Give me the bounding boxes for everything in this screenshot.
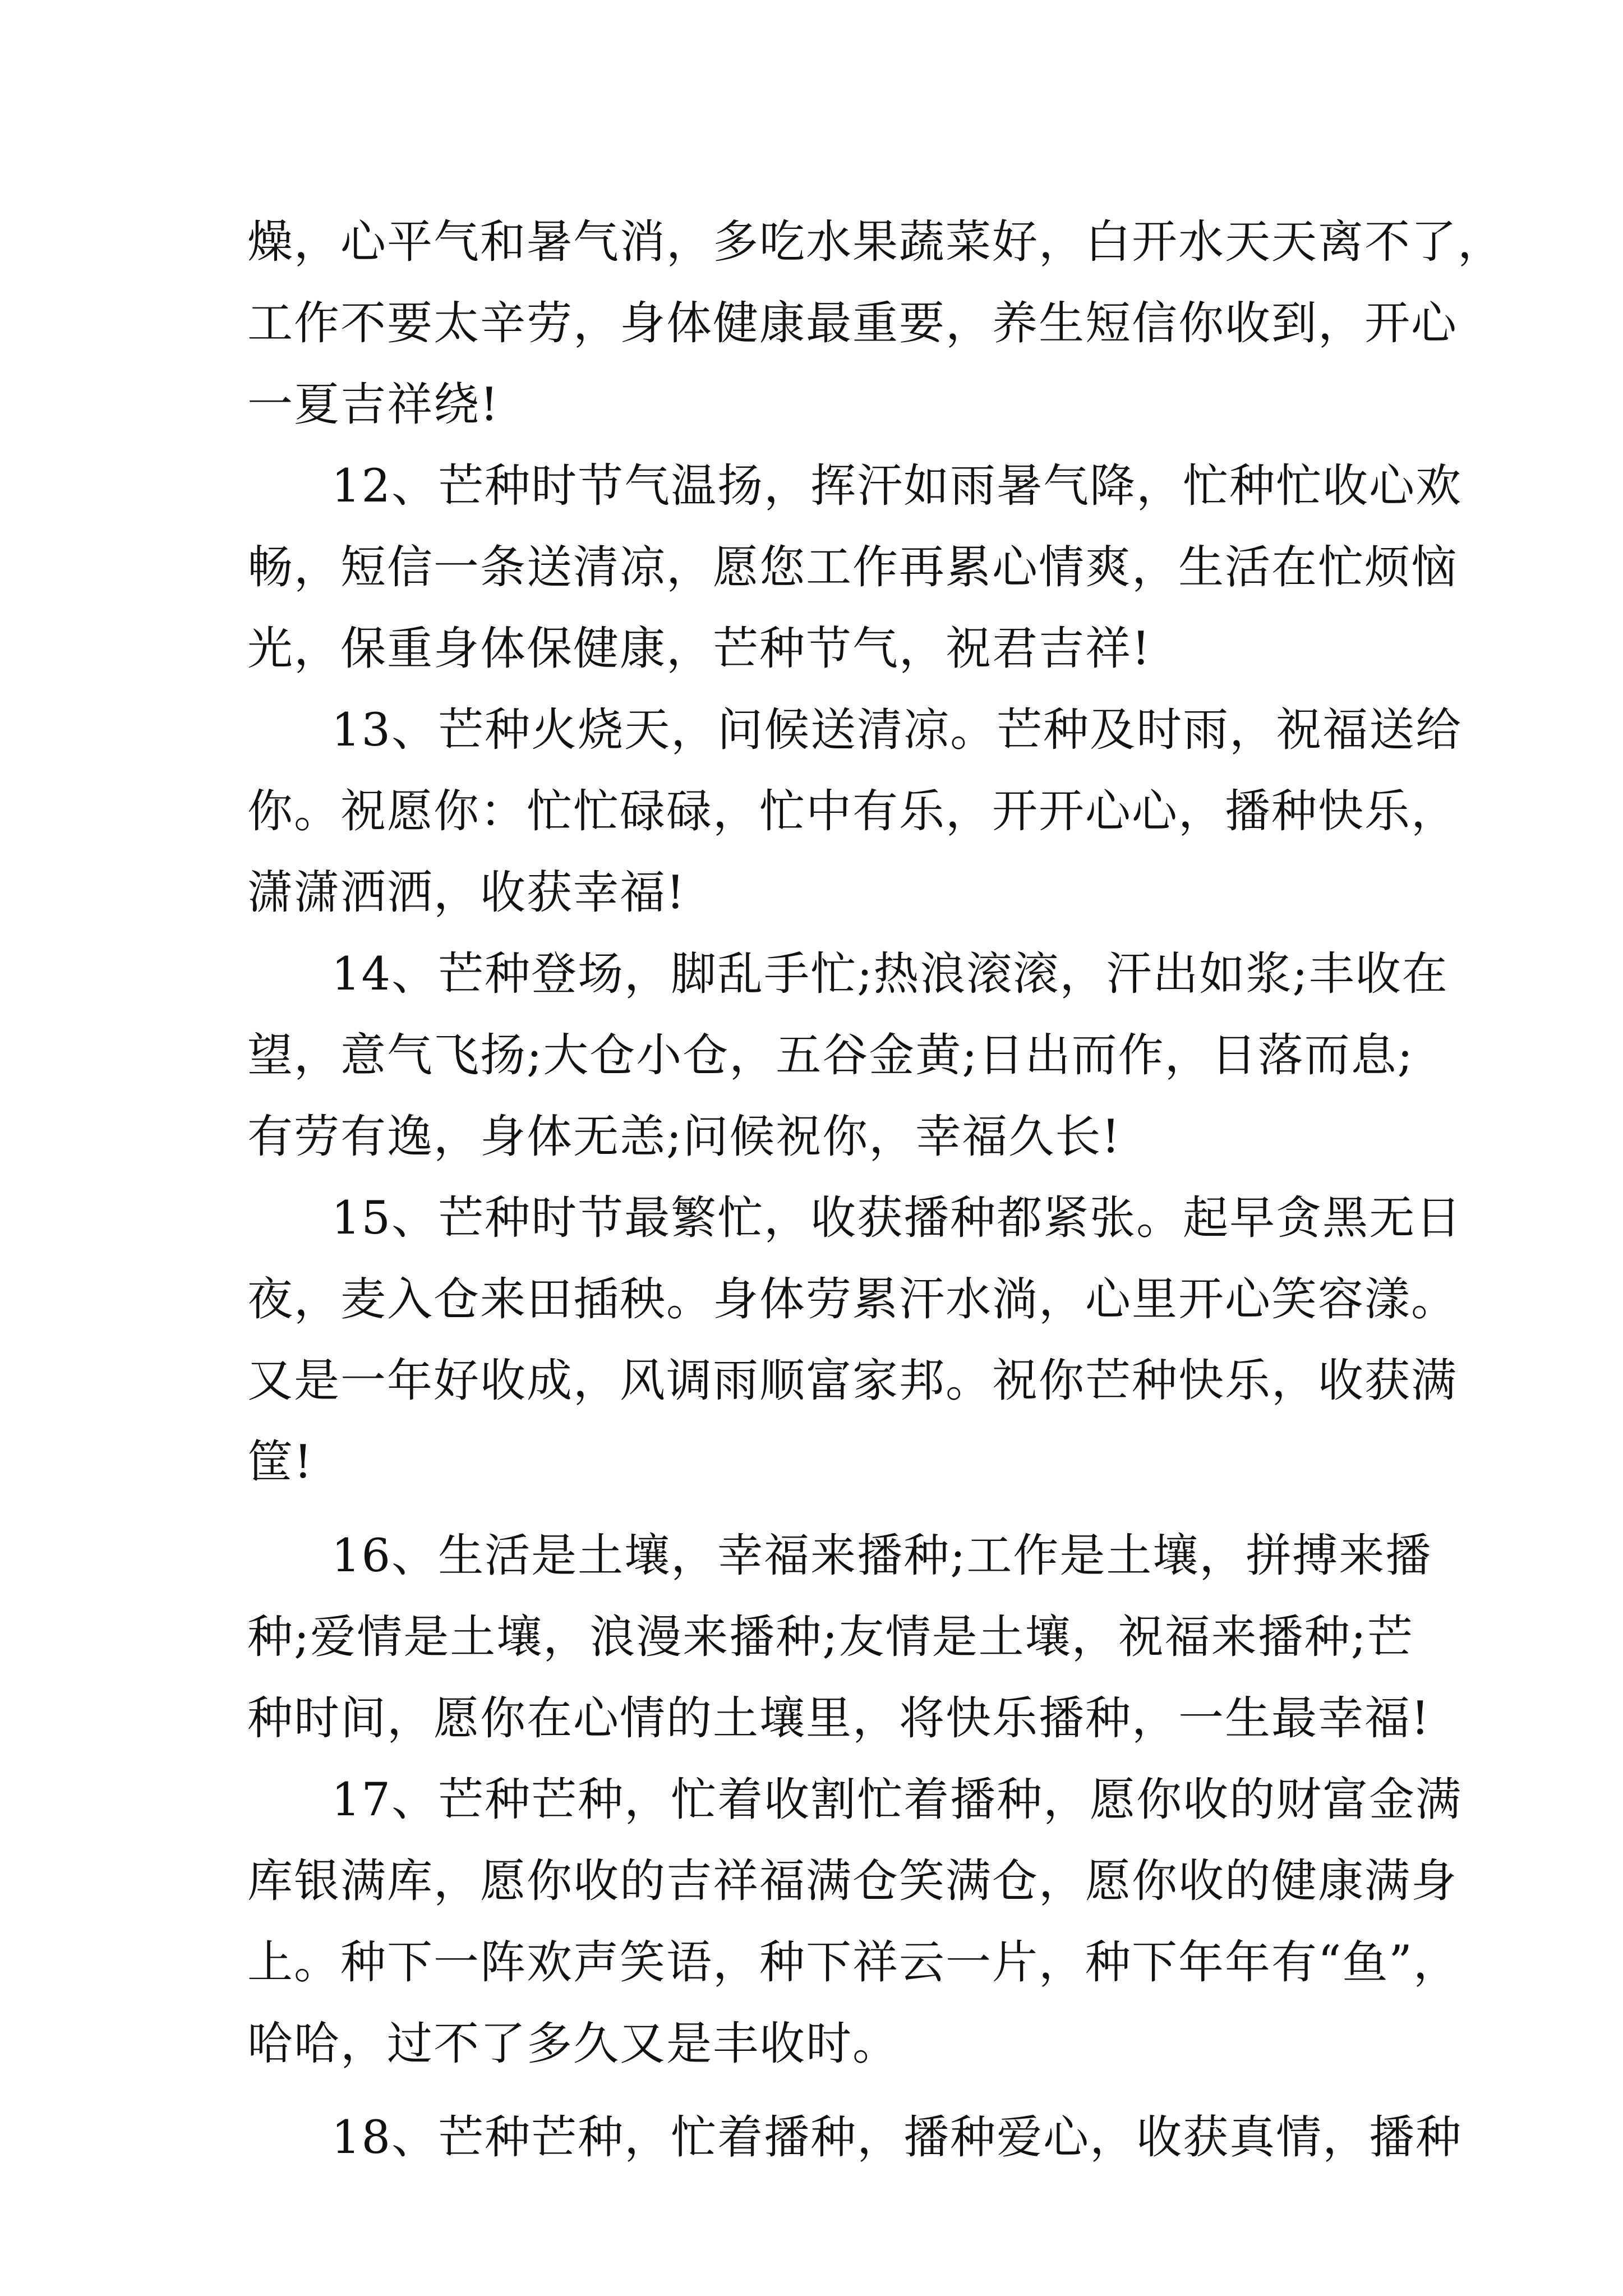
text-line: 18、芒种芒种，忙着播种，播种爱心，收获真情，播种 xyxy=(331,2111,1463,2164)
text-line: 你。祝愿你：忙忙碌碌，忙中有乐，开开心心，播种快乐， xyxy=(247,785,1458,838)
text-line: 哈哈，过不了多久又是丰收时。 xyxy=(247,2018,900,2070)
text-line: 库银满库，愿你收的吉祥福满仓笑满仓，愿你收的健康满身 xyxy=(247,1855,1458,1908)
text-line: 12、芒种时节气温扬，挥汗如雨暑气降，忙种忙收心欢 xyxy=(331,460,1463,513)
text-line: 17、芒种芒种，忙着收割忙着播种，愿你收的财富金满 xyxy=(331,1774,1463,1826)
text-line: 夜，麦入仓来田插秧。身体劳累汗水淌，心里开心笑容漾。 xyxy=(247,1273,1458,1326)
text-line: 13、芒种火烧天，问候送清凉。芒种及时雨，祝福送给 xyxy=(331,704,1463,757)
text-line: 畅，短信一条送清凉，愿您工作再累心情爽，生活在忙烦恼 xyxy=(247,541,1458,594)
text-line: 又是一年好收成，风调雨顺富家邦。祝你芒种快乐，收获满 xyxy=(247,1355,1458,1407)
text-line: 15、芒种时节最繁忙，收获播种都紧张。起早贪黑无日 xyxy=(331,1192,1463,1245)
text-line: 16、生活是土壤，幸福来播种;工作是土壤，拼搏来播 xyxy=(331,1530,1432,1582)
text-line: 一夏吉祥绕! xyxy=(247,379,500,431)
text-line: 种时间，愿你在心情的土壤里，将快乐播种，一生最幸福! xyxy=(247,1692,1431,1745)
text-line: 有劳有逸，身体无恙;问候祝你，幸福久长! xyxy=(247,1111,1121,1163)
text-line: 上。种下一阵欢声笑语，种下祥云一片，种下年年有“鱼”， xyxy=(247,1936,1460,1989)
text-line: 光，保重身体保健康，芒种节气，祝君吉祥! xyxy=(247,623,1151,675)
text-line: 工作不要太辛劳，身体健康最重要，养生短信你收到，开心 xyxy=(247,297,1458,350)
text-line: 燥，心平气和暑气消，多吃水果蔬菜好，白开水天天离不了， xyxy=(247,216,1505,269)
text-line: 潇潇洒洒，收获幸福! xyxy=(247,867,686,919)
document-body xyxy=(247,202,1505,2179)
text-line: 14、芒种登场，脚乱手忙;热浪滚滚，汗出如浆;丰收在 xyxy=(331,948,1449,1001)
text-line: 望，意气飞扬;大仓小仓，五谷金黄;日出而作，日落而息; xyxy=(247,1029,1414,1082)
text-line: 筐! xyxy=(247,1436,313,1489)
text-line: 种;爱情是土壤，浪漫来播种;友情是土壤，祝福来播种;芒 xyxy=(247,1611,1414,1664)
